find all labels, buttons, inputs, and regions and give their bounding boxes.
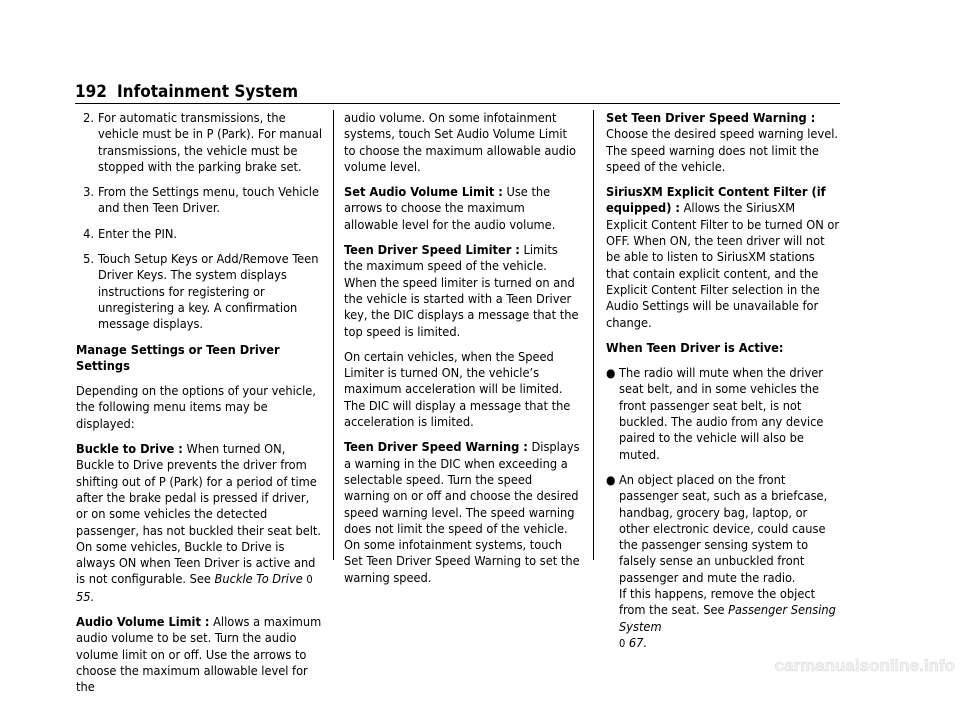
audio-volume-limit-paragraph xyxy=(76,614,324,695)
column-1 xyxy=(76,110,324,705)
set-speed-warning-paragraph xyxy=(606,110,840,175)
page-reference-icon: 0 xyxy=(306,573,313,587)
step-number: 5. xyxy=(83,251,94,267)
step-number: 2. xyxy=(83,110,94,125)
column-divider-1 xyxy=(333,110,334,560)
column-2 xyxy=(344,110,580,595)
watermark-logo xyxy=(750,652,960,678)
siriusxm-filter-text: Allows the SiriusXM Explicit Content Filter to be turned ON or OFF. When ON, the teen driver will not be able to listen to SiriusXM stations that contain explicit content, and the Explicit Content Filter selection in the Audio Settings will be unavailable for change. xyxy=(606,200,840,330)
step-item xyxy=(76,184,324,217)
speed-limiter-text: Limits the maximum speed of the vehicle. When the speed limiter is turned on and the vehicle is started with a Teen Driver key, the DIC displays a message that the top speed is limited. xyxy=(344,242,579,339)
section-title: Infotainment System xyxy=(117,82,299,102)
set-audio-volume-limit-term: Set Audio Volume Limit : xyxy=(344,184,503,200)
bullet-text: The radio will mute when the driver seat belt, and in some vehicles the front passenger seat belt, is not buckled. The audio from any device paired to the vehicle will also be muted. xyxy=(619,365,824,462)
set-speed-warning-text: Choose the desired speed warning level. The speed warning does not limit the speed of the vehicle. xyxy=(606,126,839,174)
set-speed-warning-term: Set Teen Driver Speed Warning : xyxy=(606,110,816,125)
buckle-to-drive-text: When turned ON, Buckle to Drive prevents the driver from shifting out of P (Park) for a period of time after the brake pedal is pressed if driver, or on some vehicles the detected passenger, has not buckled their seat belt. On some vehicles, Buckle to Drive is always ON when Teen Driver is active and is not configurable. See xyxy=(76,441,321,587)
audio-volume-limit-text: Allows a maximum audio volume to be set. Turn the audio volume limit on or off. Use the arrows to choose the maximum allowable level for the xyxy=(76,614,322,695)
step-number: 3. xyxy=(83,184,94,200)
watermark-logo-graphic xyxy=(750,652,960,678)
column-divider-2 xyxy=(593,110,594,560)
bullet-item xyxy=(606,472,840,652)
acceleration-paragraph: On certain vehicles, when the Speed Limiter is turned ON, the vehicle’s maximum acceleration will be limited. The DIC will display a message that the acceleration is limited. xyxy=(344,348,571,430)
bullet-icon: ● xyxy=(606,366,616,381)
header-rule xyxy=(75,103,840,104)
menu-intro: Depending on the options of your vehicle, the following menu items may be displayed: xyxy=(76,383,316,431)
siriusxm-filter-term: SiriusXM Explicit Content Filter (if equipped) : xyxy=(606,184,826,216)
svg-text:carmanualsonline.info: carmanualsonline.info xyxy=(774,656,955,675)
step-text: Enter the PIN. xyxy=(98,225,178,241)
speed-limiter-term: Teen Driver Speed Limiter : xyxy=(344,242,520,258)
buckle-to-drive-page-ref[interactable]: 55. xyxy=(76,588,95,604)
siriusxm-filter-paragraph xyxy=(606,184,840,331)
step-item xyxy=(76,110,324,175)
passenger-sensing-link[interactable]: Passenger Sensing System xyxy=(619,602,836,634)
speed-warning-paragraph xyxy=(344,439,580,586)
passenger-sensing-page-ref[interactable]: 67. xyxy=(628,634,648,650)
bullet-item xyxy=(606,365,840,463)
set-audio-volume-limit-text: Use the arrows to choose the maximum allowable level for the audio volume. xyxy=(344,184,556,232)
buckle-to-drive-paragraph xyxy=(76,441,324,605)
audio-volume-limit-continued: audio volume. On some infotainment systems, touch Set Audio Volume Limit to choose the maximum allowable audio volume level. xyxy=(344,110,576,174)
bullet-text: An object placed on the front passenger seat, such as a briefcase, handbag, grocery bag, laptop, or other electronic device, could cause the passenger sensing system to falsely sense an unbuckled front passenger and mute the radio. xyxy=(619,471,828,585)
speed-warning-text: Displays a warning in the DIC when exceeding a selectable speed. Turn the speed warning on or off and choose the desired speed warning level. The speed warning does not limit the speed of the vehicle. On some infotainment systems, touch Set Teen Driver Speed Warning to set the warning speed. xyxy=(344,439,580,585)
set-audio-volume-limit-paragraph xyxy=(344,184,580,233)
buckle-to-drive-link[interactable]: Buckle To Drive xyxy=(214,571,303,587)
speed-limiter-paragraph xyxy=(344,242,580,340)
teen-driver-active-heading: When Teen Driver is Active: xyxy=(606,339,784,355)
bullet-icon: ● xyxy=(606,472,616,487)
audio-volume-limit-term: Audio Volume Limit : xyxy=(76,614,210,630)
step-number: 4. xyxy=(83,225,94,241)
step-text: From the Settings menu, touch Vehicle and then Teen Driver. xyxy=(98,184,320,216)
buckle-to-drive-term: Buckle to Drive : xyxy=(76,441,183,457)
step-text: Touch Setup Keys or Add/Remove Teen Driver Keys. The system displays instructions for registering or unregistering a key. A confirmation message displays. xyxy=(98,251,319,332)
speed-warning-term: Teen Driver Speed Warning : xyxy=(344,439,528,455)
manage-settings-heading: Manage Settings or Teen Driver Settings xyxy=(76,341,280,373)
bullet-text-continued: If this happens, remove the object from the seat. See xyxy=(619,586,816,618)
step-item xyxy=(76,251,324,332)
step-text: For automatic transmissions, the vehicle must be in P (Park). For manual transmissions, the vehicle must be stopped with the parking brake set. xyxy=(98,110,323,174)
step-item xyxy=(76,226,324,242)
page-number: 192 xyxy=(75,82,107,102)
page-reference-icon: 0 xyxy=(619,636,626,650)
column-3 xyxy=(606,110,840,661)
